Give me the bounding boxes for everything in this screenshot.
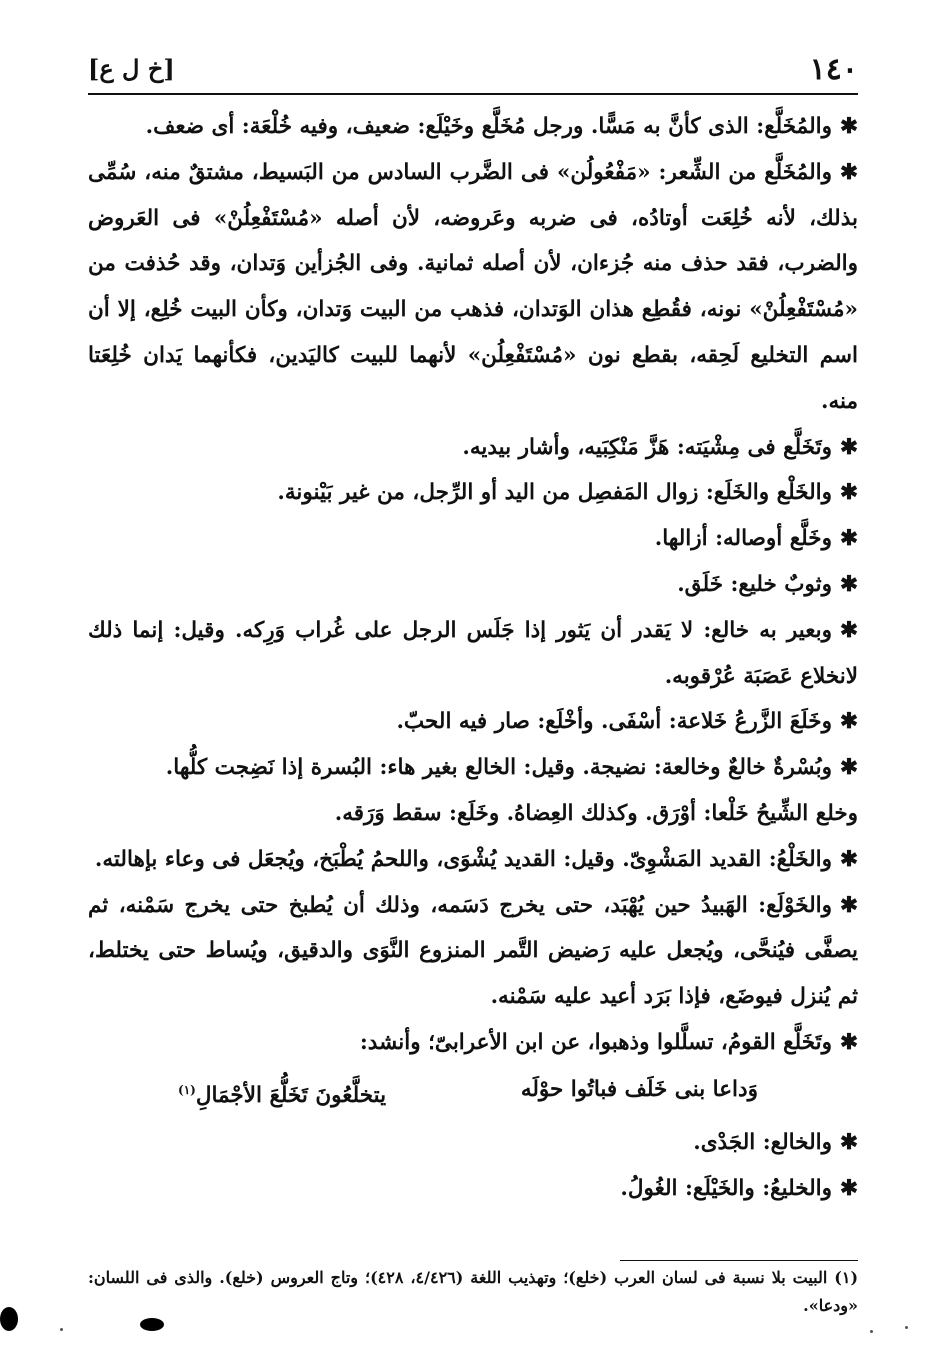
star-icon: ✱: [839, 1029, 858, 1055]
verse-second-hemistich: يتخلَّعُونَ تَخَلُّعَ الأجْمَالِ$^{(١)}$: [178, 1082, 387, 1108]
entry: [88, 745, 858, 791]
star-icon: ✱: [839, 1129, 858, 1155]
header-rule: [88, 93, 858, 95]
star-icon: ✱: [839, 709, 858, 735]
poetry-verse: [88, 1066, 858, 1120]
entry: [88, 791, 858, 837]
entry: [88, 608, 858, 700]
ink-blot: [140, 1318, 164, 1331]
star-icon: ✱: [839, 159, 858, 185]
star-icon: ✱: [839, 526, 858, 552]
entry: [88, 1020, 858, 1066]
star-icon: ✱: [839, 755, 858, 781]
entry: [88, 516, 858, 562]
entry: [88, 104, 858, 150]
scan-speck: [60, 1328, 63, 1331]
entry-text: والخالع: الجَدْى.: [693, 1129, 832, 1155]
entry-text: وخلع الشِّيحُ خَلْعا: أوْرَق. وكذلك العِضاهُ. وخَلَع: سقط وَرَقه.: [334, 800, 858, 826]
entry-text: وبعير به خالع: لا يَقدر أن يَثور إذا جَلَس الرجل على غُراب وَرِكه. وقيل: إنما ذلك لانخلاع عَصَبَة عُرْقوبه.: [88, 617, 858, 689]
verse-first-hemistich: وَداعا بنى خَلَف فباتُوا حوْلَه: [520, 1076, 758, 1102]
star-icon: ✱: [839, 480, 858, 506]
entry-text: والمُخَلَّع من الشِّعر: «مَفْعُولُن» فى الضَّرب السادس من البَسيط، مشتقٌ منه، سُمِّى بذلك، لأنه خُلِعَت أوتادُه، فى ضربه وعَروضه، لأن أصله «مُسْتَفْعِلُنْ» فى العَروض والضرب، فقد حذف منه جُزءان، لأن أصله ثمانية. وفى الجُزأين وَتدان، وقد حُذفت من «مُسْتَفْعِلُنْ» نونه، فقُطِع هذان الوَتدان، فذهب من البيت وَتدان، وكأن البيت خُلِع، إلا أن اسم التخليع لَحِقه، بقطع نون «مُسْتَفْعِلُن» لأنهما للبيت كاليَدين، فكأنهما يَدان خُلِعَتا منه.: [88, 159, 858, 414]
entry: [88, 470, 858, 516]
entry-text: والخليعُ: والخَيْلَع: الغُولُ.: [620, 1175, 832, 1201]
entry: [88, 1166, 858, 1212]
footnote-rule: [620, 1260, 858, 1261]
entry-text: وتَخَلَّع القومُ، تسلَّلوا وذهبوا، عن ابن الأعرابىّ؛ وأنشد:: [359, 1029, 832, 1055]
entry-text: وخَلَّع أوصاله: أزالها.: [654, 526, 832, 552]
scan-speck: [870, 1330, 873, 1333]
star-icon: ✱: [839, 617, 858, 643]
entry-text: وخَلَعَ الزَّرعُ خَلاعة: أسْفَى. وأخْلَع: صار فيه الحبّ.: [396, 709, 832, 735]
entry-text: والمُخَلَّع: الذى كأنَّ به مَسًّا. ورجل مُخَلَّع وخَيْلَع: ضعيف، وفيه خُلْعَة: أى ضعف.: [145, 114, 832, 139]
entry: [88, 883, 858, 1020]
ink-blot: [0, 1307, 18, 1331]
running-header: [88, 50, 858, 92]
entry-text: والخَلْع والخَلَع: زوال المَفصِل من اليد أو الرِّجل، من غير بَيْنونة.: [277, 480, 832, 506]
entry: [88, 1120, 858, 1166]
root-label: [خ ل ع]: [88, 54, 175, 83]
scan-speck: [905, 1326, 908, 1329]
entry: [88, 150, 858, 425]
entries-body: [88, 104, 858, 1211]
entry-text: والخَوْلَع: الهَبيدُ حين يُهْبَد، حتى يخرج دَسَمه، وذلك أن يُطبخ حتى يخرج سَمْنه، ثم يصفَّى فيُنحَّى، ويُجعل عليه رَضيض التَّمر المنزوع النَّوَى والدقيق، ويُساط حتى يختلط، ثم يُنزل فيوضَع، فإذا بَرَد أعيد عليه سَمْنه.: [88, 892, 858, 1010]
entry-text: وتَخَلَّع فى مِشْيَته: هَزَّ مَنْكِبَيه، وأشار بيديه.: [462, 434, 832, 460]
entry: [88, 425, 858, 471]
entry: [88, 699, 858, 745]
footnote-marker: (١): [178, 1082, 196, 1097]
entry-text: وثوبٌ خليع: خَلَق.: [677, 571, 832, 597]
star-icon: ✱: [839, 846, 858, 872]
star-icon: ✱: [839, 434, 858, 460]
page-number: ١٤٠: [809, 52, 858, 87]
entry-text: وبُسْرةٌ خالعٌ وخالعة: نضيجة. وقيل: الخالع بغير هاء: البُسرة إذا نَضِجت كلُّها.: [165, 755, 832, 781]
star-icon: ✱: [839, 892, 858, 918]
entry-text: والخَلْعُ: القديد المَشْوِىّ. وقيل: القديد يُشْوَى، واللحمُ يُطْبَخ، ويُجعَل فى وعاء بإهالته.: [94, 846, 832, 872]
star-icon: ✱: [839, 114, 858, 139]
star-icon: ✱: [839, 571, 858, 597]
star-icon: ✱: [839, 1175, 858, 1201]
entry: [88, 562, 858, 608]
footnote: (١) البيت بلا نسبة فى لسان العرب (خلع)؛ وتهذيب اللغة (٤/٤٢٦، ٤٢٨)؛ وتاج العروس (خلع). والذى فى اللسان: «ودعا».: [88, 1268, 859, 1315]
entry: [88, 837, 858, 883]
